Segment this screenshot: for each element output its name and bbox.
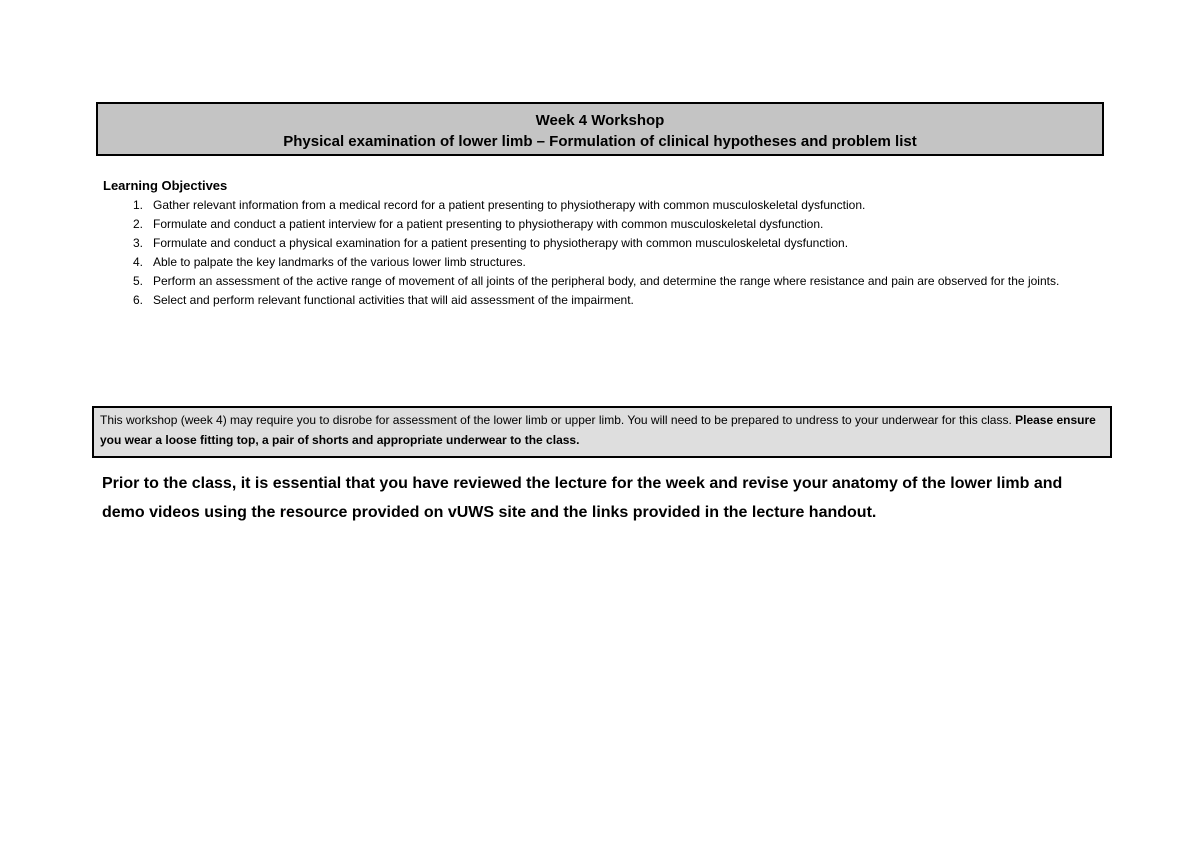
prior-to-class-note: Prior to the class, it is essential that you have reviewed the lecture for the week and revise your anatomy of the lower limb and demo videos using the resource provided on vUWS site and the links provided in the lecture handout. — [102, 475, 1063, 521]
list-item-text: Able to palpate the key landmarks of the various lower limb structures. — [153, 255, 526, 269]
list-item — [103, 272, 1103, 291]
list-item — [103, 253, 1103, 272]
list-item — [103, 196, 1103, 215]
list-item-number: 5. — [132, 274, 143, 288]
page-title: Week 4 Workshop — [535, 112, 665, 129]
list-item-text: Gather relevant information from a medical record for a patient presenting to physiotherapy with common musculoskeletal dysfunction. — [153, 198, 866, 212]
list-item-number: 3. — [132, 236, 143, 250]
page-subtitle: Physical examination of lower limb – Formulation of clinical hypotheses and problem list — [283, 133, 917, 150]
list-item-text: Formulate and conduct a patient interview for a patient presenting to physiotherapy with common musculoskeletal dysfunction. — [153, 217, 824, 231]
title-box — [96, 102, 1104, 156]
list-item — [103, 215, 1103, 234]
list-item-number: 4. — [132, 255, 143, 269]
objectives-list — [103, 196, 1103, 310]
list-item-text: Perform an assessment of the active range of movement of all joints of the peripheral body, and determine the range where resistance and pain are observed for the joints. — [153, 274, 1060, 288]
list-item-number: 1. — [132, 198, 143, 212]
notice-bold-text: Please ensure you wear a loose fitting top, a pair of shorts and appropriate underwear to the class. — [100, 413, 1096, 447]
learning-objectives-section — [103, 177, 1103, 310]
list-item-number: 2. — [132, 217, 143, 231]
disrobe-notice-box — [92, 406, 1112, 458]
list-item — [103, 234, 1103, 253]
list-item-number: 6. — [132, 293, 143, 307]
notice-text: This workshop (week 4) may require you to disrobe for assessment of the lower limb or upper limb. You will need to be prepared to undress to your underwear for this class. — [100, 413, 1012, 427]
list-item-text: Select and perform relevant functional activities that will aid assessment of the impairment. — [153, 293, 634, 307]
objectives-heading: Learning Objectives — [103, 178, 228, 193]
list-item — [103, 291, 1103, 310]
list-item-text: Formulate and conduct a physical examination for a patient presenting to physiotherapy with common musculoskeletal dysfunction. — [153, 236, 849, 250]
